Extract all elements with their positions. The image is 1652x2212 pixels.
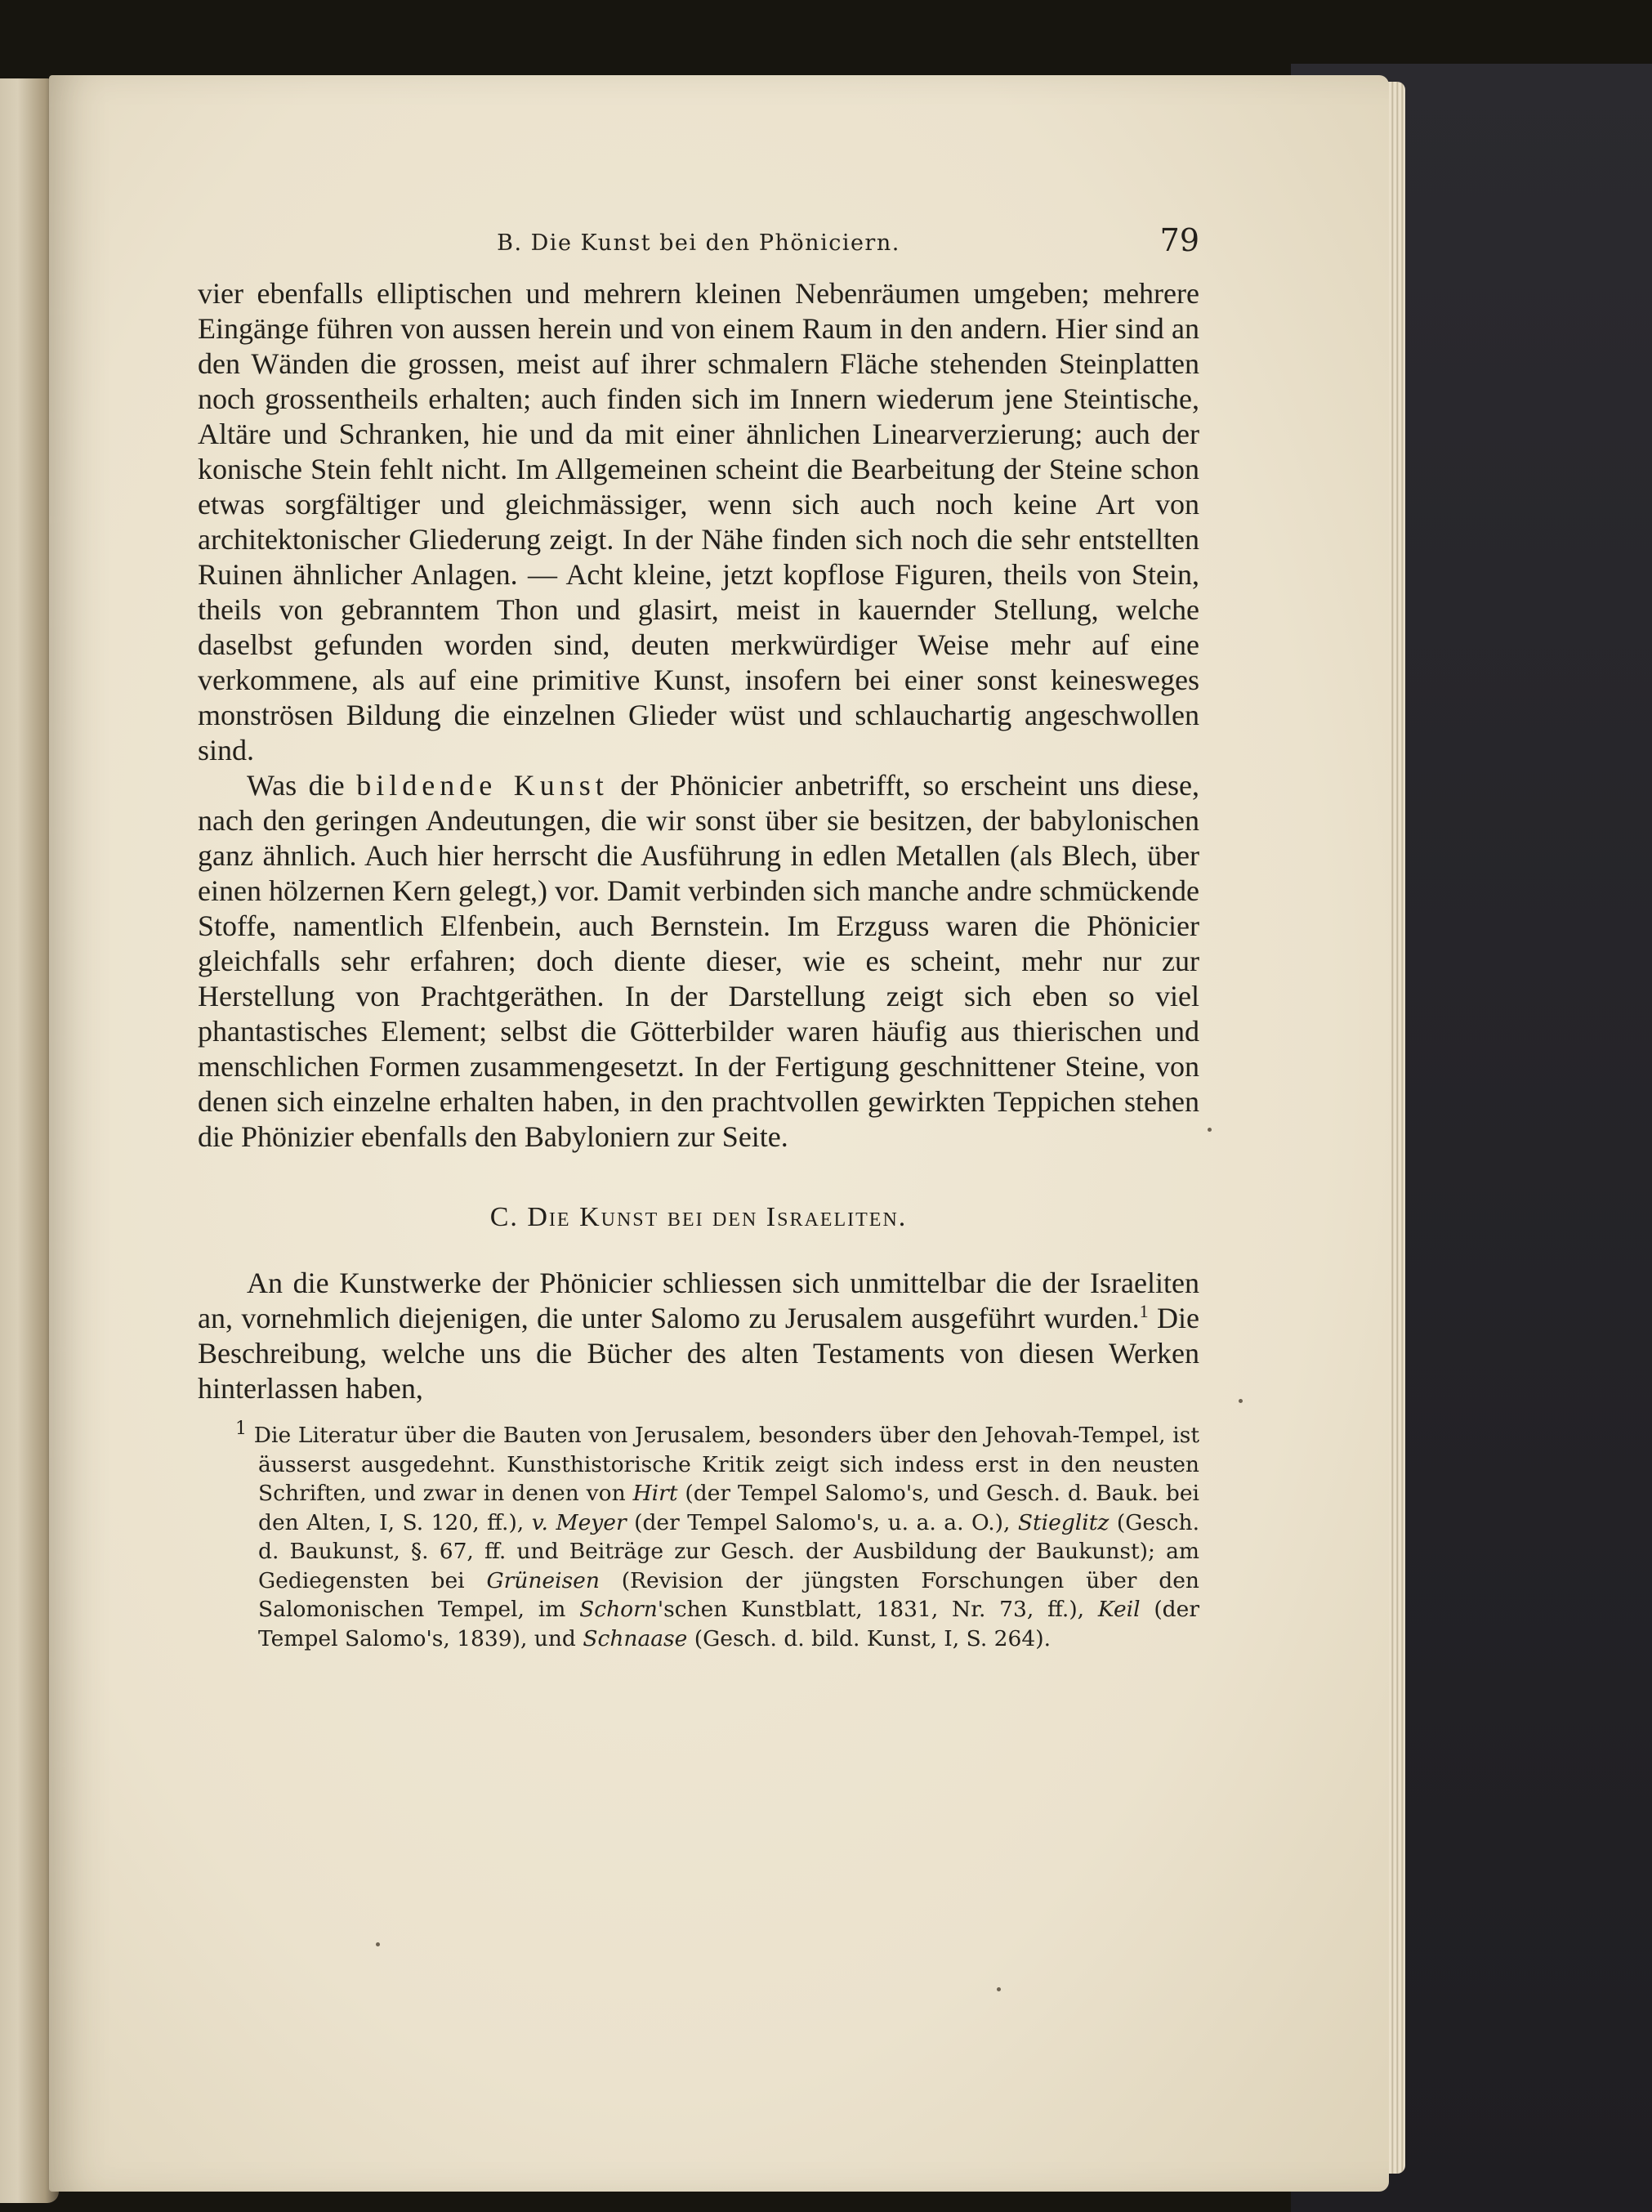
paragraph-2-start: Was die bbox=[247, 769, 357, 802]
emphasized-term: bildende Kunst bbox=[356, 769, 609, 802]
footnote-marker: 1 bbox=[235, 1419, 247, 1440]
running-head bbox=[198, 222, 1199, 271]
footnote-text: (Revision der jüngsten Forschungen über den Salomonischen Tempel, im bbox=[258, 1567, 1199, 1622]
page-number: 79 bbox=[1159, 222, 1199, 258]
author-name: Schnaase bbox=[583, 1625, 688, 1651]
paper-speck bbox=[997, 1987, 1001, 1991]
paper-speck bbox=[376, 1942, 380, 1946]
page-content bbox=[198, 222, 1199, 1653]
paragraph-3 bbox=[198, 1266, 1199, 1406]
author-name: Grüneisen bbox=[486, 1567, 600, 1593]
paper-speck bbox=[1208, 1128, 1212, 1132]
footnote-text: (der Tempel Salomo's, u. a. a. O.), bbox=[626, 1509, 1018, 1535]
footnote-text: 'schen Kunstblatt, 1831, Nr. 73, ff.), bbox=[657, 1597, 1098, 1622]
paragraph-1: vier ebenfalls elliptischen und mehrern kleinen Nebenräumen umgeben; mehrere Eingänge führen von aussen herein und von einem Raum in den andern. Hier sind an den Wänden die grossen, meist auf ihrer schmalern Fläche stehenden Steinplatten noch grossentheils erhalten; auch finden sich im Innern wiederum jene Steintische, Altäre und Schranken, hie und da mit einer ähnlichen Linearverzierung; auch der konische Stein fehlt nicht. Im Allgemeinen scheint die Bearbeitung der Steine schon etwas sorgfältiger und gleichmässiger, wenn sich auch noch keine Art von architektonischer Gliederung zeigt. In der Nähe finden sich noch die sehr entstellten Ruinen ähnlicher Anlagen. — Acht kleine, jetzt kopflose Figuren, theils von Stein, theils von gebranntem Thon und glasirt, meist in kauernder Stellung, welche daselbst gefunden worden sind, deuten merkwürdiger Weise mehr auf eine verkommene, als auf eine primitive Kunst, insofern bei einer sonst keinesweges monströsen Bildung die einzelnen Glieder wüst und schlauchartig angeschwollen sind. bbox=[198, 277, 1199, 766]
section-heading: C. Die Kunst bei den Israeliten. bbox=[489, 1202, 908, 1232]
author-name: Hirt bbox=[632, 1481, 678, 1506]
paragraph-3-start: An die Kunstwerke der Phönicier schliessen sich unmittelbar die der Israeliten an, vornehmlich diejenigen, die unter Salomo zu Jerusalem ausgeführt wurden. bbox=[198, 1267, 1199, 1334]
author-name: Schorn bbox=[579, 1597, 658, 1622]
footnote bbox=[198, 1421, 1199, 1653]
paragraph-2-rest: der Phönicier anbetrifft, so erscheint uns diese, nach den geringen Andeutungen, die wir sonst über sie besitzen, der babylonischen ganz ähnlich. Auch hier herrscht die Ausführung in edlen Metallen (als Blech, über einen hölzernen Kern gelegt,) vor. Damit verbinden sich manche andre schmückende Stoffe, namentlich Elfenbein, auch Bernstein. Im Erzguss waren die Phönicier gleichfalls sehr erfahren; doch diente dieser, wie es scheint, mehr nur zur Herstellung von Prachtgeräthen. In der Darstellung zeigt sich eben so viel phantastisches Element; selbst die Götterbilder waren häufig aus thierischen und menschlichen Formen zusammengesetzt. In der Fertigung geschnittener Steine, von denen sich einzelne erhalten haben, in den prachtvollen gewirkten Teppichen stehen die Phönizier ebenfalls den Babyloniern zur Seite. bbox=[198, 769, 1199, 1153]
author-name: v. Meyer bbox=[531, 1509, 627, 1535]
paragraph-3-rest: Die Beschreibung, welche uns die Bücher des alten Testaments von diesen Werken hinterlassen haben, bbox=[198, 1302, 1199, 1405]
footnote-text: (der Tempel Salomo's, und Gesch. d. Bauk. bei den Alten, I, S. 120, ff.), bbox=[258, 1481, 1200, 1535]
running-head-title: B. Die Kunst bei den Phöniciern. bbox=[497, 230, 900, 256]
footnote-text: (der Tempel Salomo's, 1839), und bbox=[258, 1597, 1199, 1651]
footnote-text: (Gesch. d. Baukunst, §. 67, ff. und Beiträge zur Gesch. der Ausbildung der Baukunst); am Gediegensten bei bbox=[258, 1509, 1199, 1593]
book-page bbox=[49, 75, 1389, 2192]
paragraph-2 bbox=[198, 768, 1199, 1155]
paper-speck bbox=[1239, 1399, 1243, 1403]
author-name: Keil bbox=[1097, 1597, 1141, 1622]
footnote-text: (Gesch. d. bild. Kunst, I, S. 264). bbox=[687, 1625, 1051, 1651]
footnote-text: Die Literatur über die Bauten von Jerusalem, besonders über den Jehovah-Tempel, ist äusserst ausgedehnt. Kunsthistorische Kritik zeigt sich indess erst in den neusten Schriften, und zwar in denen von bbox=[247, 1423, 1199, 1506]
footnote-reference: 1 bbox=[1139, 1301, 1149, 1321]
author-name: Stieglitz bbox=[1017, 1509, 1110, 1535]
